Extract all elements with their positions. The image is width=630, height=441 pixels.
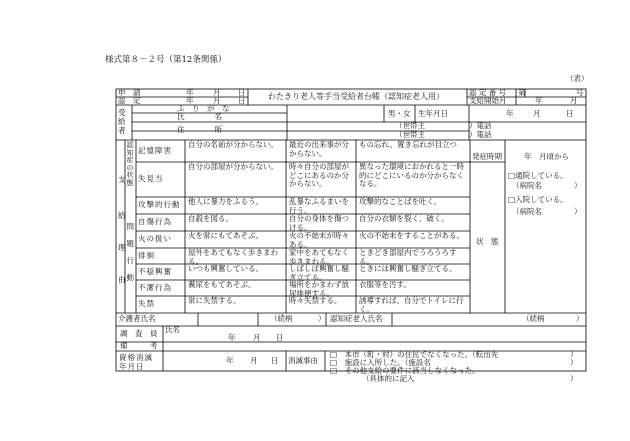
row-cell-mild: 自分の衣類を裂く、破く。 [359, 214, 449, 223]
form-number: 様式第８－２号（第12条関係） [105, 55, 227, 65]
row-cell-moderate: しばしば興奮し騒ぎ立てる。 [289, 264, 349, 282]
row-cell-severe: 常に失禁する。 [188, 296, 241, 305]
reason-moved: □ 本市（町・村）の住民でなくなった。（転出先 [330, 350, 499, 359]
row-cell-mild: ときどき部屋内でうろうろする。 [359, 248, 457, 266]
relation-2: （続柄 [522, 314, 545, 323]
row-cell-moderate: 家中をあてもなく歩きまわる。 [289, 248, 349, 266]
reason-other: □ その他支給の要件に該当しなくなった。 [330, 366, 480, 375]
cert-no-label: 認 定 番 号 [469, 88, 507, 97]
day-2: 日 [238, 96, 246, 105]
address-label: 住 所 [177, 125, 222, 134]
month-1: 月 [213, 88, 221, 97]
reason-specify: （具体的に記入 [362, 374, 415, 383]
day-1: 日 [238, 88, 246, 97]
relation-close-1: ） [318, 314, 326, 323]
row-cell-severe: 他人に暴力をふるう。 [188, 197, 263, 206]
onset-label: 発症時期 [472, 152, 502, 161]
year-1: 年 [186, 88, 194, 97]
sex-label: 男・女 [388, 109, 411, 118]
reason-facility: □ 施設に入所した。（施設名 [330, 358, 431, 367]
status-label: 状 態 [476, 237, 499, 246]
row-cell-severe: いつも興奮している。 [188, 264, 263, 273]
row-label: 不穏興奮 [138, 266, 172, 276]
application-label: 申 請 [118, 88, 141, 97]
row-cell-mild: 火の不始末をすることがある。 [359, 231, 464, 240]
loss-date-label: 資格消滅年月日 [119, 353, 153, 371]
recipient-label: 受給者 [118, 108, 126, 135]
close-1: ） [570, 350, 578, 359]
row-cell-moderate: 最近の出来事が分からない。 [289, 140, 349, 158]
approval-label: 認 定 [118, 96, 141, 105]
pay-year: 年 [535, 96, 543, 105]
relation-close-2: ） [576, 314, 584, 323]
go-label: 号 [576, 88, 584, 97]
pay-month: 月 [570, 96, 578, 105]
row-label: 失見当 [138, 174, 164, 183]
option-inpatient: □入院している。 [508, 195, 568, 204]
month-2: 月 [213, 96, 221, 105]
loss-reason-label: 消滅事由 [288, 356, 318, 365]
investigator-label: 調 査 員 [120, 329, 158, 338]
name-label: 氏 名 [177, 112, 222, 121]
row-cell-severe: 屋外をあてもなく歩きまわる。 [188, 248, 278, 266]
reason-char-3: 理 [118, 243, 126, 252]
pay-start-label: 支給開始月 [469, 96, 507, 105]
close-2: ） [570, 358, 578, 367]
householder-1: （世帯主 [395, 121, 425, 130]
loss-day: 日 [271, 356, 279, 365]
row-label: 記憶障害 [138, 145, 172, 155]
row-cell-moderate: 場所をかまわず放尿排便する。 [289, 280, 349, 298]
row-label: 火の扱い [138, 234, 172, 243]
birth-day: 日 [566, 109, 574, 118]
option-hospital-2: （病院名 [512, 207, 542, 216]
row-cell-moderate: 自分の身体を傷つける。 [289, 214, 349, 232]
investigator-name-label: 氏名 [165, 325, 180, 334]
page-title: わたきり老人等手当受給者台帳（認知症老人用） [268, 92, 444, 101]
reason-char-1: 支 [118, 175, 126, 184]
phone-1: ）電話 [469, 121, 492, 130]
row-cell-severe: 糞尿をもてあそぶ。 [188, 280, 256, 289]
remarks-label: 備 考 [120, 341, 158, 350]
category-dementia: 認知症の状態 [126, 141, 134, 187]
row-cell-mild: 衣服等を汚す。 [359, 280, 411, 289]
inv-month: 月 [253, 333, 261, 342]
row-cell-severe: 自分の部屋が分からない。 [188, 162, 278, 171]
row-cell-moderate: 乱暴なふるまいを行う。 [289, 197, 349, 215]
loss-month: 月 [250, 356, 258, 365]
option-close-1: ） [574, 181, 582, 190]
householder-2: （世帯主 [395, 130, 425, 139]
inv-year: 年 [228, 333, 236, 342]
row-label: 徘徊 [138, 250, 155, 260]
reason-char-4: 由 [118, 275, 126, 284]
loss-year: 年 [226, 356, 234, 365]
phone-2: ）電話 [469, 130, 492, 139]
row-cell-moderate: 時々失禁する。 [289, 296, 342, 305]
category-behavior: 問題行動 [126, 222, 134, 282]
option-close-2: ） [574, 207, 582, 216]
dementia-name-label: 認知症老人氏名 [330, 314, 383, 323]
row-label: 攻撃的行動 [138, 200, 181, 209]
row-cell-mild: もの忘れ、置き忘れが目立つ [359, 140, 457, 149]
close-3: ） [570, 374, 578, 383]
row-label: 自傷行為 [138, 217, 172, 226]
inv-day: 日 [276, 333, 284, 342]
birth-month: 月 [533, 109, 541, 118]
row-cell-severe: 自分の名前が分からない。 [188, 140, 278, 149]
row-cell-mild: 異なった環境におかれると一時的にどこにいるのか分からなくなる。 [359, 162, 464, 188]
row-cell-mild: 誘導すれば、自分でトイレに行く。 [359, 296, 464, 314]
row-cell-mild: 攻撃的なことばを吐く。 [359, 197, 442, 206]
side-label: （表） [566, 74, 589, 83]
onset-value: 年 月頃から [524, 152, 569, 161]
furigana-label: ふ り が な [177, 104, 230, 113]
year-2: 年 [186, 96, 194, 105]
row-cell-severe: 自殺を図る。 [188, 214, 233, 223]
caregiver-label: 介護者氏名 [118, 314, 156, 323]
row-cell-moderate: 火の不始末が時々ある。 [289, 231, 349, 249]
birth-label: 生年月日 [418, 109, 448, 118]
row-label: 失禁 [138, 299, 155, 308]
option-hospital-1: （病院名 [512, 181, 542, 190]
birth-year: 年 [506, 109, 514, 118]
row-label: 不潔行為 [138, 282, 172, 292]
reason-char-2: 給 [118, 211, 126, 220]
row-cell-mild: ときには興奮し騒ぎ立てる。 [359, 264, 457, 273]
no-label: 第 [518, 88, 526, 97]
row-cell-severe: 火を常にもてあそぶ。 [188, 231, 264, 240]
relation-1: （続柄 [270, 314, 293, 323]
option-outpatient: □通院している。 [508, 171, 568, 180]
row-cell-moderate: 時々自分の部屋がどこにあるのか分からない。 [289, 162, 349, 188]
